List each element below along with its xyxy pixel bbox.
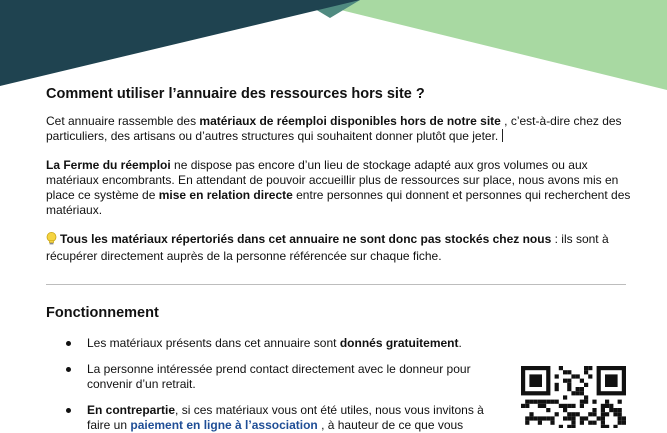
bullet-text: . [458,336,462,350]
bullet-bold: En contrepartie [87,403,176,417]
lightbulb-icon [46,232,57,249]
notice-bold: Tous les matériaux répertoriés dans cet annuaire ne sont donc pas stockés chez nous [60,232,552,246]
bullet-dot [66,341,71,346]
list-item [66,403,506,433]
heading-fonctionnement: Fonctionnement [46,305,159,321]
bullet-text: Les matériaux présents dans cet annuaire sont [87,336,340,350]
bullet-dot [66,408,71,413]
heading-usage: Comment utiliser l’annuaire des ressources hors site ? [46,86,425,102]
intro-text-2: , c’est-à-dire chez des particuliers, des artisans ou d’autres structures qui souhaitent donner plutôt que jeter. [46,114,622,143]
bullet-text: , à hauteur de ce que vous [317,418,464,432]
list-item-text [87,336,506,351]
list-item-text [87,403,506,433]
bullet-dot [66,367,71,372]
list-item [66,336,506,351]
text-cursor [502,129,503,142]
ferme-bold: La Ferme du réemploi [46,158,171,172]
list-item [66,362,506,392]
ferme-text-1: ne dispose pas encore d’un lieu de stockage adapté aux gros volumes ou aux matériaux encombrants. En attendant de pouvoir accueillir plus de ressources sur place, nous avons mis en place ce système de [46,158,619,202]
ferme-bold-2: mise en relation directe [158,188,293,202]
header-banner [0,0,667,90]
qr-code [521,366,627,428]
ferme-text-2: entre personnes qui donnent et personnes qui recherchent des matériaux. [46,188,631,217]
paragraph-notice [46,232,631,264]
banner-dark-shape [0,0,360,86]
intro-text-1: Cet annuaire rassemble des [46,114,200,128]
bullet-bold: donnés gratuitement [339,336,459,350]
banner-green-shape [300,0,667,90]
intro-bold: matériaux de réemploi disponibles hors de notre site [199,114,501,128]
list-item-text: La personne intéressée prend contact directement avec le donneur pour convenir d’un retrait. [87,362,471,391]
paragraph-ferme [46,158,631,218]
bullet-text: , si ces matériaux vous ont été utiles, nous vous invitons à faire un [87,403,484,432]
payment-link[interactable]: paiement en ligne à l’association [130,418,318,432]
section-divider [46,284,626,285]
paragraph-intro [46,114,631,144]
notice-text: : ils sont à récupérer directement auprès de la personne référencée sur chaque fiche. [46,232,609,263]
